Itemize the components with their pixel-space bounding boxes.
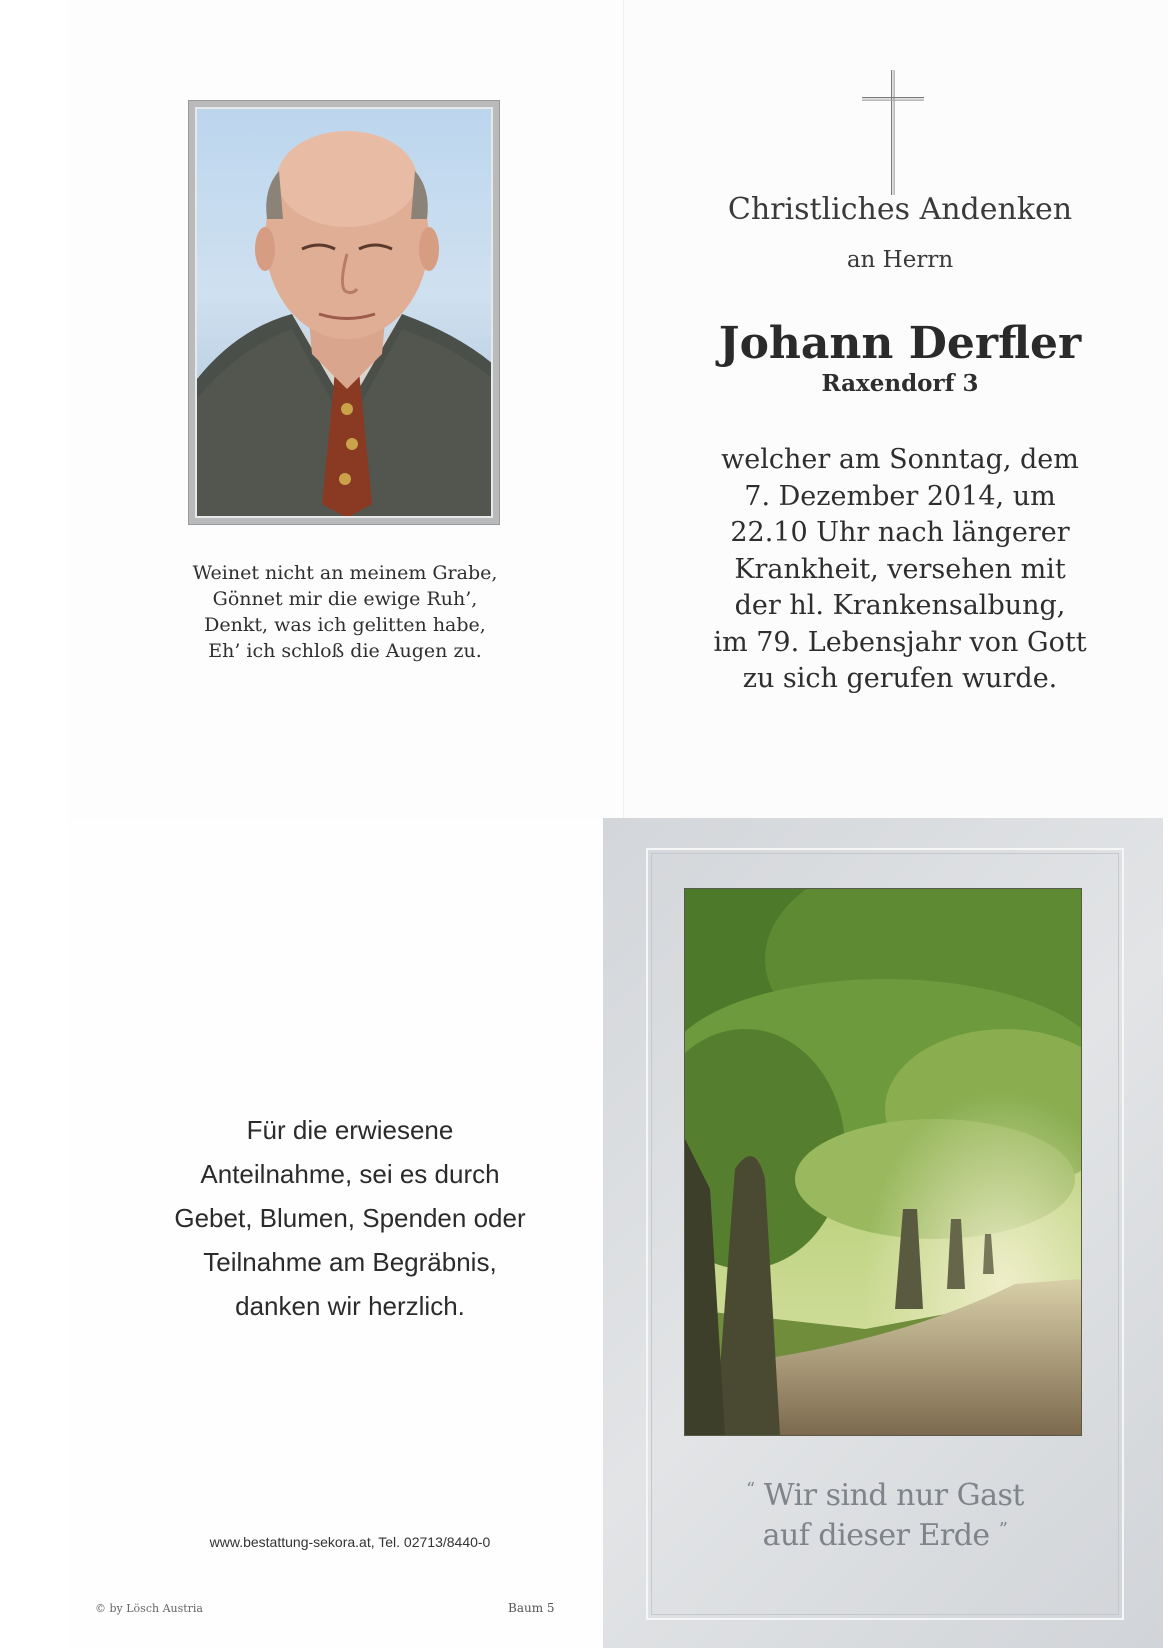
poem-line: Gönnet mir die ewige Ruh’,: [212, 588, 478, 610]
poem: [150, 560, 540, 664]
copyright-note: © by Lösch Austria: [95, 1602, 203, 1615]
tree-avenue-photo: [684, 888, 1082, 1436]
thanks-line: Für die erwiesene: [246, 1115, 454, 1145]
cover-quote: [700, 1473, 1070, 1553]
quote-text-2: auf dieser Erde: [762, 1518, 990, 1553]
design-code: Baum 5: [508, 1601, 555, 1615]
poem-line: Denkt, was ich gelitten habe,: [204, 614, 486, 636]
cross-icon: [862, 70, 924, 195]
quote-open-mark: “: [746, 1479, 755, 1500]
announcement-line: der hl. Krankensalbung,: [734, 590, 1066, 621]
deceased-name: Johann Derfler: [718, 318, 1082, 369]
poem-line: Weinet nicht an meinem Grabe,: [192, 562, 498, 584]
quote-line-1: [700, 1473, 1070, 1513]
portrait-frame: [188, 100, 500, 525]
announcement-line: welcher am Sonntag, dem: [721, 444, 1079, 475]
quote-line-2: [700, 1513, 1070, 1553]
thanks-line: Anteilnahme, sei es durch: [200, 1159, 500, 1189]
announcement-line: im 79. Lebensjahr von Gott: [713, 626, 1087, 658]
announcement-line: Krankheit, versehen mit: [734, 553, 1066, 585]
announcement-line: 22.10 Uhr nach längerer: [730, 517, 1070, 548]
thanks-message: [130, 1108, 570, 1328]
deceased-address: Raxendorf 3: [821, 370, 979, 397]
thanks-line: danken wir herzlich.: [235, 1291, 465, 1321]
death-announcement: [680, 442, 1120, 698]
poem-line: Eh’ ich schloß die Augen zu.: [208, 640, 482, 662]
quote-text-1: Wir sind nur Gast: [763, 1478, 1024, 1513]
memorial-heading: Christliches Andenken: [727, 192, 1073, 227]
funeral-home-contact: www.bestattung-sekora.at, Tel. 02713/8440-0: [209, 1534, 491, 1550]
thanks-line: Teilnahme am Begräbnis,: [203, 1247, 497, 1277]
thanks-line: Gebet, Blumen, Spenden oder: [174, 1203, 526, 1233]
memorial-subheading: an Herrn: [846, 247, 954, 273]
announcement-line: 7. Dezember 2014, um: [744, 480, 1056, 512]
portrait-photo: [195, 107, 493, 518]
quote-close-mark: ”: [998, 1519, 1008, 1540]
announcement-line: zu sich gerufen wurde.: [742, 663, 1058, 694]
